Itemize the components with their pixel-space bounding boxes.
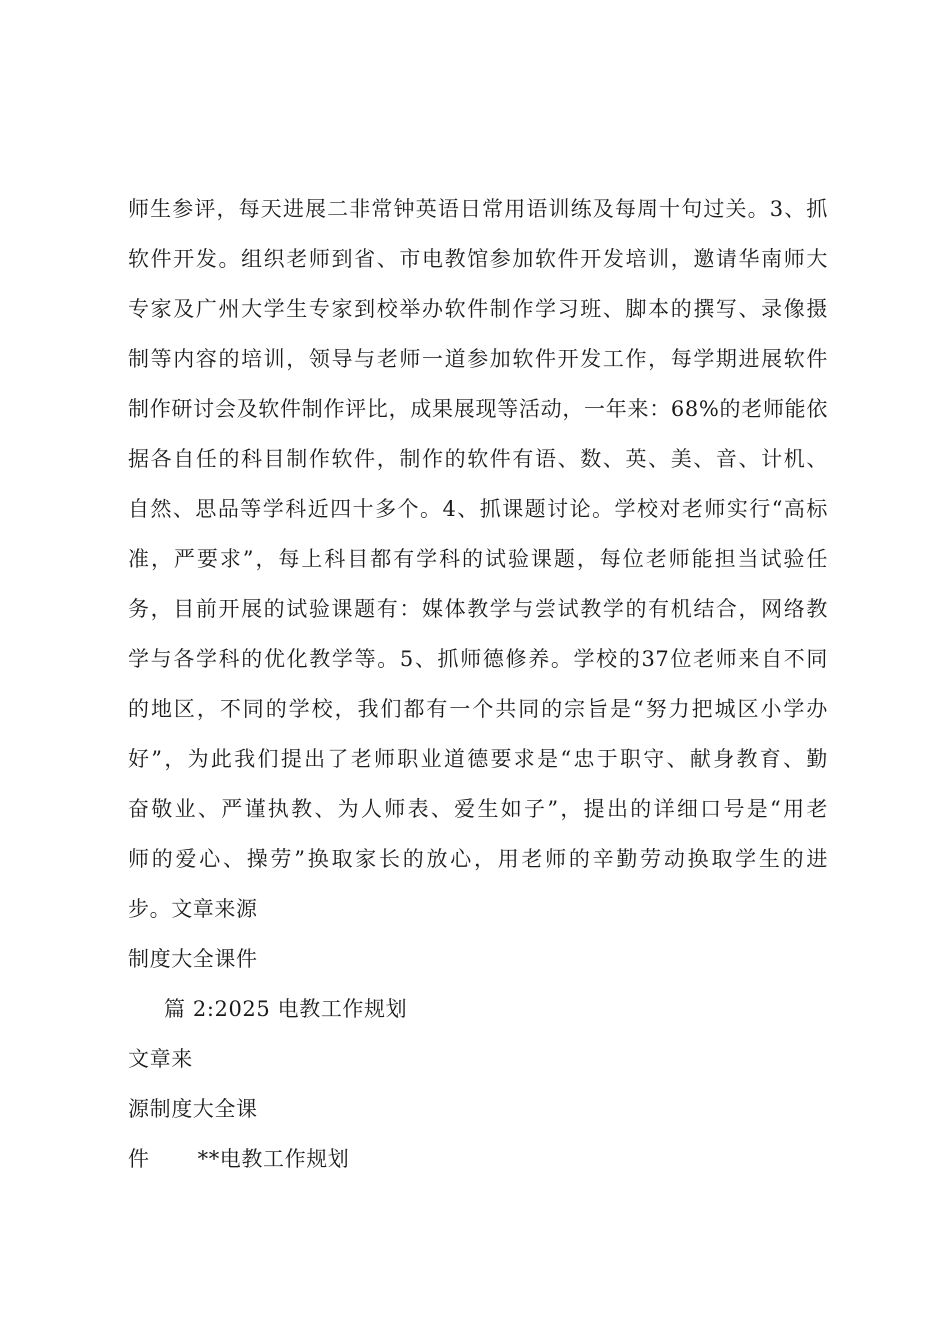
paragraph-line: 制作研讨会及软件制作评比，成果展现等活动，一年来：68%的老师能依 bbox=[128, 397, 828, 421]
paragraph-line: 自然、思品等学科近四十多个。4、抓课题讨论。学校对老师实行“高标 bbox=[128, 497, 828, 521]
paragraph-line: 好”，为此我们提出了老师职业道德要求是“忠于职守、献身教育、勤 bbox=[128, 747, 828, 771]
paragraph-line: 学与各学科的优化教学等。5、抓师德修养。学校的37位老师来自不同 bbox=[128, 647, 828, 671]
paragraph-line: 务，目前开展的试验课题有：媒体教学与尝试教学的有机结合，网络教 bbox=[128, 597, 828, 621]
paragraph-line: 师的爱心、操劳”换取家长的放心，用老师的辛勤劳动换取学生的进 bbox=[128, 847, 828, 871]
paragraph-line: 准，严要求”，每上科目都有学科的试验课题，每位老师能担当试验任 bbox=[128, 547, 828, 571]
tail-line-start: 件 bbox=[128, 1147, 150, 1171]
paragraph-line: 制等内容的培训，领导与老师一道参加软件开发工作，每学期进展软件 bbox=[128, 347, 828, 371]
document-body bbox=[128, 184, 828, 1184]
plan-title: **电教工作规划 bbox=[197, 1147, 350, 1171]
tail-line bbox=[128, 1134, 828, 1184]
paragraph-line: 步。文章来源 bbox=[128, 897, 258, 921]
paragraph-line: 专家及广州大学生专家到校举办软件制作学习班、脚本的撰写、录像摄 bbox=[128, 297, 828, 321]
chapter-heading: 篇 2:2025 电教工作规划 bbox=[164, 997, 408, 1021]
paragraph-line: 师生参评，每天进展二非常钟英语日常用语训练及每周十句过关。3、抓 bbox=[128, 197, 828, 221]
tail-line: 源制度大全课 bbox=[128, 1097, 258, 1121]
tail-line: 文章来 bbox=[128, 1047, 193, 1071]
paragraph-line: 据各自任的科目制作软件，制作的软件有语、数、英、美、音、计机、 bbox=[128, 447, 828, 471]
paragraph-line: 奋敬业、严谨执教、为人师表、爱生如子”，提出的详细口号是“用老 bbox=[128, 797, 828, 821]
source-line: 制度大全课件 bbox=[128, 947, 258, 971]
paragraph-line: 的地区，不同的学校，我们都有一个共同的宗旨是“努力把城区小学办 bbox=[128, 697, 828, 721]
paragraph-line: 软件开发。组织老师到省、市电教馆参加软件开发培训，邀请华南师大 bbox=[128, 247, 828, 271]
